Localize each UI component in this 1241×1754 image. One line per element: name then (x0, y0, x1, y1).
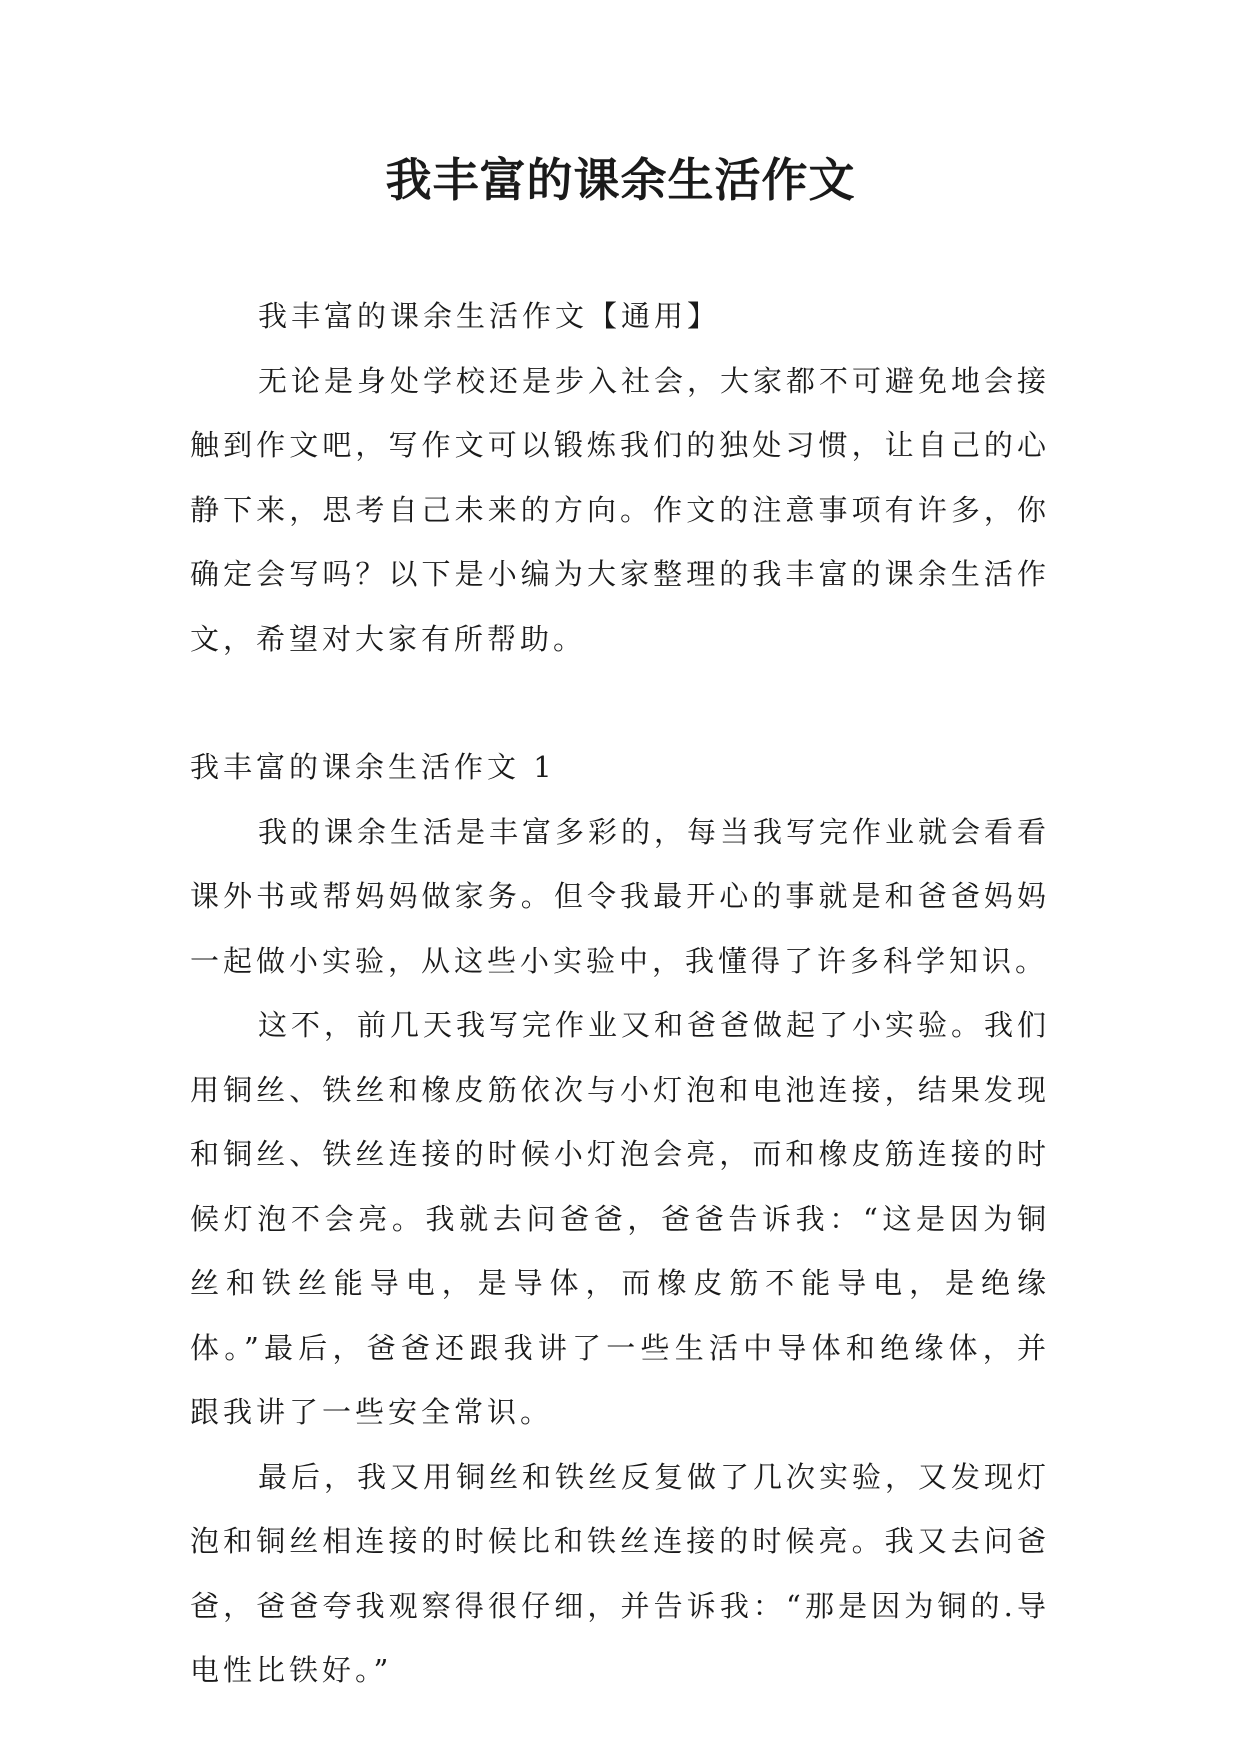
section-spacer (190, 671, 1050, 735)
document-body (190, 284, 1050, 1703)
subtitle: 我丰富的课余生活作文【通用】 (258, 299, 721, 333)
section-heading: 我丰富的课余生活作文 1 (190, 750, 556, 784)
section-paragraph-3: 最后，我又用铜丝和铁丝反复做了几次实验，又发现灯泡和铜丝相连接的时候比和铁丝连接的时候亮。我又去问爸爸，爸爸夸我观察得很仔细，并告诉我：“那是因为铜的.导电性比铁好。” (190, 1459, 1051, 1687)
intro-paragraph: 无论是身处学校还是步入社会，大家都不可避免地会接触到作文吧，写作文可以锻炼我们的独处习惯，让自己的心静下来，思考自己未来的方向。作文的注意事项有许多，你确定会写吗？以下是小编为大家整理的我丰富的课余生活作文，希望对大家有所帮助。 (190, 363, 1051, 656)
section-paragraph-2: 这不，前几天我写完作业又和爸爸做起了小实验。我们用铜丝、铁丝和橡皮筋依次与小灯泡和电池连接，结果发现和铜丝、铁丝连接的时候小灯泡会亮，而和橡皮筋连接的时候灯泡不会亮。我就去问爸爸，爸爸告诉我：“这是因为铜丝和铁丝能导电，是导体，而橡皮筋不能导电，是绝缘体。”最后，爸爸还跟我讲了一些生活中导体和绝缘体，并跟我讲了一些安全常识。 (190, 1008, 1051, 1429)
section-paragraph-1: 我的课余生活是丰富多彩的，每当我写完作业就会看看课外书或帮妈妈做家务。但令我最开心的事就是和爸爸妈妈一起做小实验，从这些小实验中，我懂得了许多科学知识。 (190, 814, 1051, 978)
document-title: 我丰富的课余生活作文 (385, 153, 856, 207)
